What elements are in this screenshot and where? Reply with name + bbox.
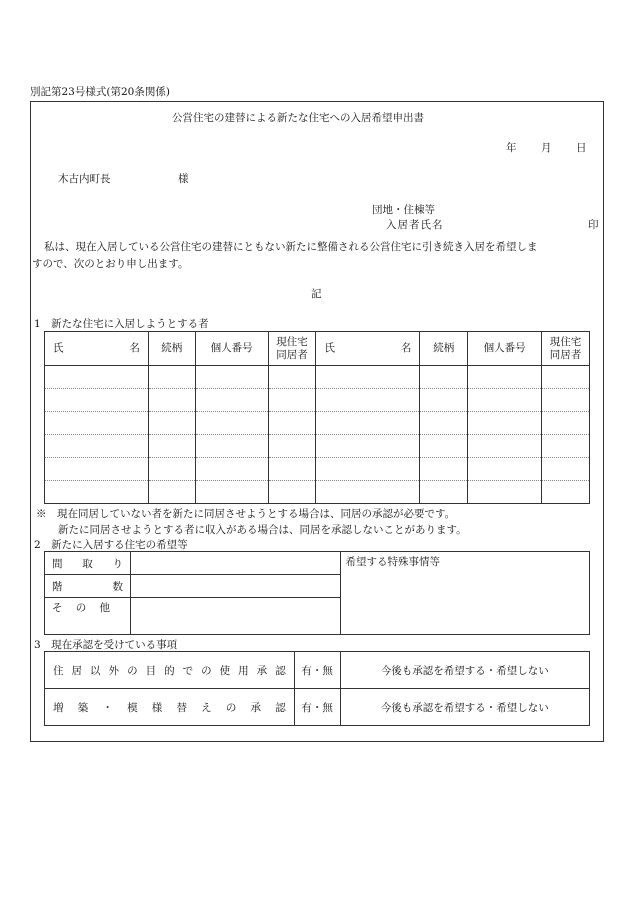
note-line2: 新たに同居させようとする者に収入がある場合は、同居を承認しないことがあります。	[58, 524, 467, 536]
header-name: 氏 名	[316, 332, 420, 366]
addressee-honorific: 様	[178, 173, 189, 185]
header-name: 氏 名	[45, 332, 149, 366]
table-row	[45, 652, 590, 689]
form-reference: 別記第23号様式(第20条関係)	[30, 86, 170, 98]
other-field[interactable]	[130, 598, 341, 635]
form-title: 公営住宅の建替による新たな住宅への入居希望申出書	[172, 112, 424, 124]
header-cohabitant: 現住宅 同居者	[268, 332, 316, 366]
body-text-line2: すので、次のとおり申し出ます。	[32, 258, 189, 270]
approval-future-choice[interactable]: 今後も承認を希望する・希望しない	[340, 652, 589, 689]
date-year-label: 年	[506, 142, 517, 154]
header-id-number: 個人番号	[468, 332, 542, 366]
table-row	[45, 458, 590, 481]
approval-label-renovation: 増 築 ・ 模 様 替 え の 承 認	[45, 689, 295, 726]
date-day-label: 日	[576, 142, 587, 154]
special-circumstances-label: 希望する特殊事情等	[345, 556, 440, 568]
row-label-floor: 階 数	[45, 575, 131, 598]
row-label-other: そ の 他	[45, 598, 131, 635]
section3-heading: 3 現在承認を受けている事項	[34, 639, 178, 651]
table-row	[45, 412, 590, 435]
table-row	[45, 689, 590, 726]
layout-field[interactable]	[130, 552, 341, 575]
table-row	[45, 366, 590, 389]
approval-future-choice[interactable]: 今後も承認を希望する・希望しない	[340, 689, 589, 726]
approval-status[interactable]: 有・無	[294, 689, 340, 726]
current-approvals-table	[44, 651, 590, 726]
applicant-name-label: 入居者氏名	[386, 219, 444, 231]
section1-heading: 1 新たな住宅に入居しようとする者	[34, 318, 209, 330]
header-id-number: 個人番号	[195, 332, 268, 366]
addressee-name: 木古内町長	[58, 173, 111, 185]
header-relation: 続柄	[148, 332, 195, 366]
special-circumstances-field[interactable]	[341, 552, 590, 635]
seal-mark: 印	[588, 219, 599, 231]
applicant-complex-label: 団地・住棟等	[372, 204, 435, 216]
table-header-row	[45, 332, 590, 366]
household-table	[44, 331, 590, 504]
header-cohabitant: 現住宅 同居者	[542, 332, 590, 366]
date-month-label: 月	[541, 142, 552, 154]
ki-heading: 記	[311, 288, 322, 300]
section2-heading: 2 新たに入居する住宅の希望等	[34, 539, 188, 551]
table-row	[45, 435, 590, 458]
header-relation: 続柄	[420, 332, 468, 366]
table-row	[45, 389, 590, 412]
approval-label-non-residential: 住 居 以 外 の 目 的 で の 使 用 承 認	[45, 652, 295, 689]
body-text-line1: 私は、現在入居している公営住宅の建替にともない新たに整備される公営住宅に引き続き入居を希望しま	[44, 241, 538, 253]
floor-field[interactable]	[130, 575, 341, 598]
table-row	[45, 481, 590, 504]
note-line1: ※ 現在同居していない者を新たに同居させようとする場合は、同居の承認が必要です。	[36, 508, 456, 520]
housing-preference-table	[44, 551, 590, 635]
row-label-layout: 間 取 り	[45, 552, 131, 575]
approval-status[interactable]: 有・無	[294, 652, 340, 689]
